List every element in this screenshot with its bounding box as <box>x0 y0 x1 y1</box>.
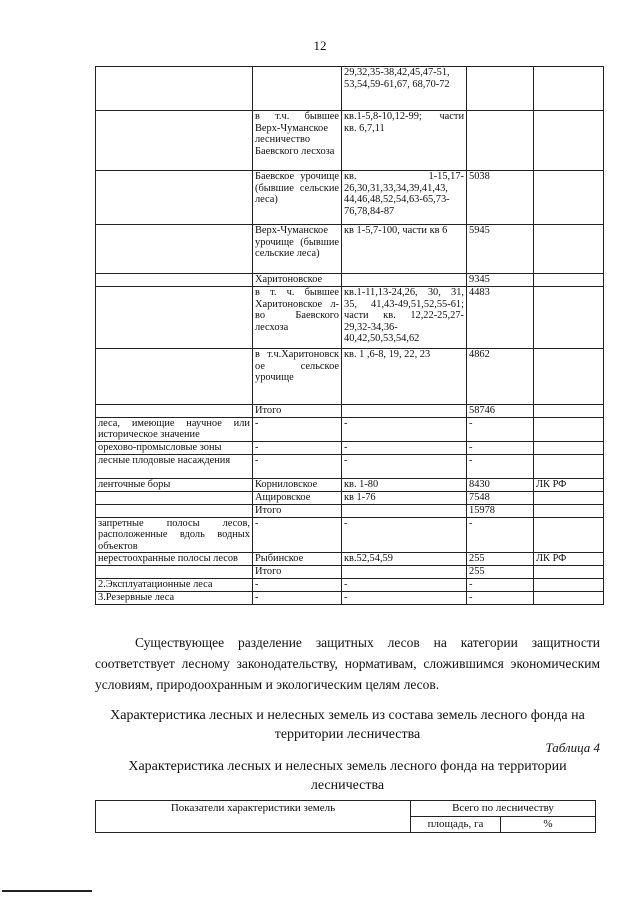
table-cell <box>534 405 604 418</box>
table-cell <box>534 579 604 592</box>
table-cell <box>342 566 467 579</box>
table-cell: - <box>342 417 467 441</box>
t4-header-percent: % <box>501 817 596 833</box>
table-cell: - <box>253 454 342 478</box>
table-cell: 9345 <box>467 274 534 287</box>
table-cell <box>534 287 604 349</box>
table-cell: 2.Эксплуатационные леса <box>96 579 253 592</box>
table-cell: Итого <box>253 566 342 579</box>
table-cell: - <box>342 441 467 454</box>
table-row <box>96 417 604 441</box>
table-cell: Корниловское <box>253 478 342 491</box>
table-cell <box>534 454 604 478</box>
table-cell <box>96 491 253 504</box>
table-cell: 5038 <box>467 171 534 225</box>
table-cell: Итого <box>253 504 342 517</box>
table-cell: 8430 <box>467 478 534 491</box>
table-caption: Характеристика лесных и нелесных земель лесного фонда на территории лесничества <box>128 759 567 793</box>
table-cell <box>534 171 604 225</box>
t4-header-total: Всего по лесничеству <box>411 801 596 817</box>
table-cell <box>96 274 253 287</box>
table-cell: - <box>342 579 467 592</box>
table-cell: - <box>467 517 534 553</box>
table-cell: лесные плодовые насаждения <box>96 454 253 478</box>
table-cell: кв 1-5,7-100, части кв 6 <box>342 225 467 274</box>
table-row <box>96 171 604 225</box>
table-row <box>96 111 604 171</box>
table-cell <box>534 592 604 605</box>
protective-forests-table <box>95 66 604 605</box>
table-cell: 3.Резервные леса <box>96 592 253 605</box>
table-cell <box>534 349 604 405</box>
table-cell: - <box>342 454 467 478</box>
table-cell: 4483 <box>467 287 534 349</box>
table-cell <box>534 566 604 579</box>
table-cell: кв 1-76 <box>342 491 467 504</box>
table-row <box>96 553 604 566</box>
table-cell: - <box>342 517 467 553</box>
table-cell: 255 <box>467 553 534 566</box>
table-row <box>96 579 604 592</box>
table-row <box>96 225 604 274</box>
table-row <box>96 454 604 478</box>
table-cell: ЛК РФ <box>534 478 604 491</box>
table-row <box>96 274 604 287</box>
table-cell: кв. 1-15,17-26,30,31,33,34,39,41,43, 44,46,48,52,54,63-65,73-76,78,84-87 <box>342 171 467 225</box>
table-cell <box>96 287 253 349</box>
table-cell: - <box>467 417 534 441</box>
table-cell <box>467 67 534 111</box>
table-row <box>96 67 604 111</box>
table-cell: - <box>253 441 342 454</box>
table-row <box>96 478 604 491</box>
table-cell <box>96 225 253 274</box>
table-cell <box>96 111 253 171</box>
table-cell: - <box>342 592 467 605</box>
table-cell: нерестоохранные полосы лесов <box>96 553 253 566</box>
table-cell: запретные полосы лесов, расположенные вдоль водных объектов <box>96 517 253 553</box>
table-cell <box>96 349 253 405</box>
table-cell: леса, имеющие научное или историческое значение <box>96 417 253 441</box>
table-row <box>96 287 604 349</box>
table-cell <box>342 405 467 418</box>
table-cell: - <box>253 592 342 605</box>
table-cell: ленточные боры <box>96 478 253 491</box>
table-cell <box>534 504 604 517</box>
table-cell: орехово-промысловые зоны <box>96 441 253 454</box>
table-cell: - <box>467 441 534 454</box>
table-cell <box>534 111 604 171</box>
t4-header-area: площадь, га <box>411 817 501 833</box>
table-cell: - <box>467 579 534 592</box>
table-cell: 29,32,35-38,42,45,47-51, 53,54,59-61,67, 68,70-72 <box>342 67 467 111</box>
table-cell <box>96 405 253 418</box>
table-cell: 7548 <box>467 491 534 504</box>
table-row <box>96 592 604 605</box>
table-cell: Верх-Чуманское урочище (бывшие сельские леса) <box>253 225 342 274</box>
table-row <box>96 441 604 454</box>
table-cell <box>253 67 342 111</box>
table-cell <box>467 111 534 171</box>
paragraph-text: Существующее разделение защитных лесов на категории защитности соответствует лесному законодательству, нормативам, сложившимся экономическим условиям, природоохранным и экологическим целям лесов. <box>95 635 600 692</box>
table-cell: - <box>467 454 534 478</box>
table-cell <box>534 274 604 287</box>
table-cell: кв.1-5,8-10,12-99; части кв. 6,7,11 <box>342 111 467 171</box>
table-cell: - <box>467 592 534 605</box>
table-cell: Баевское урочище (бывшие сельские леса) <box>253 171 342 225</box>
table-row <box>96 349 604 405</box>
table-cell: - <box>253 417 342 441</box>
table-cell <box>534 417 604 441</box>
table-cell: 4862 <box>467 349 534 405</box>
table-row <box>96 491 604 504</box>
land-characteristics-table <box>95 800 596 833</box>
table-cell: - <box>253 517 342 553</box>
table-cell <box>96 566 253 579</box>
table-row <box>96 566 604 579</box>
table-cell: 58746 <box>467 405 534 418</box>
page-number: 12 <box>313 38 327 53</box>
table-cell <box>534 225 604 274</box>
footnote-separator <box>2 890 92 892</box>
table-cell <box>342 274 467 287</box>
table-cell: Харитоновское <box>253 274 342 287</box>
table-cell <box>96 171 253 225</box>
table-cell: Рыбинское <box>253 553 342 566</box>
table-cell <box>342 504 467 517</box>
table-row <box>96 405 604 418</box>
table-cell: в т.ч.Харитоновск ое сельское урочище <box>253 349 342 405</box>
table-cell: кв.52,54,59 <box>342 553 467 566</box>
table-row <box>96 517 604 553</box>
table-cell: ЛК РФ <box>534 553 604 566</box>
table-cell: 255 <box>467 566 534 579</box>
table-cell: - <box>253 579 342 592</box>
table-cell: в т.ч. бывшее Верх-Чуманское лесничество Баевского лесхоза <box>253 111 342 171</box>
table-cell: кв. 1 ,6-8, 19, 22, 23 <box>342 349 467 405</box>
table-cell: в т. ч. бывшее Харитоновское л-во Баевского лесхоза <box>253 287 342 349</box>
table-cell: кв.1-11,13-24,26, 30, 31, 35, 41,43-49,51,52,55-61; части кв. 12,22-25,27-29,32-34,36-40,42,50,53,54,62 <box>342 287 467 349</box>
table-cell: Ащировское <box>253 491 342 504</box>
table-cell <box>96 67 253 111</box>
table-label: Таблица 4 <box>545 740 600 755</box>
t4-header-indicators: Показатели характеристики земель <box>96 801 411 833</box>
table-row <box>96 504 604 517</box>
section-heading: Характеристика лесных и нелесных земель из состава земель лесного фонда на территории лесничества <box>110 708 585 742</box>
table-cell: кв. 1-80 <box>342 478 467 491</box>
table-cell <box>96 504 253 517</box>
table-cell <box>534 441 604 454</box>
table-cell: 15978 <box>467 504 534 517</box>
table-cell <box>534 67 604 111</box>
table-cell: Итого <box>253 405 342 418</box>
table-cell <box>534 517 604 553</box>
table-cell <box>534 491 604 504</box>
table-cell: 5945 <box>467 225 534 274</box>
